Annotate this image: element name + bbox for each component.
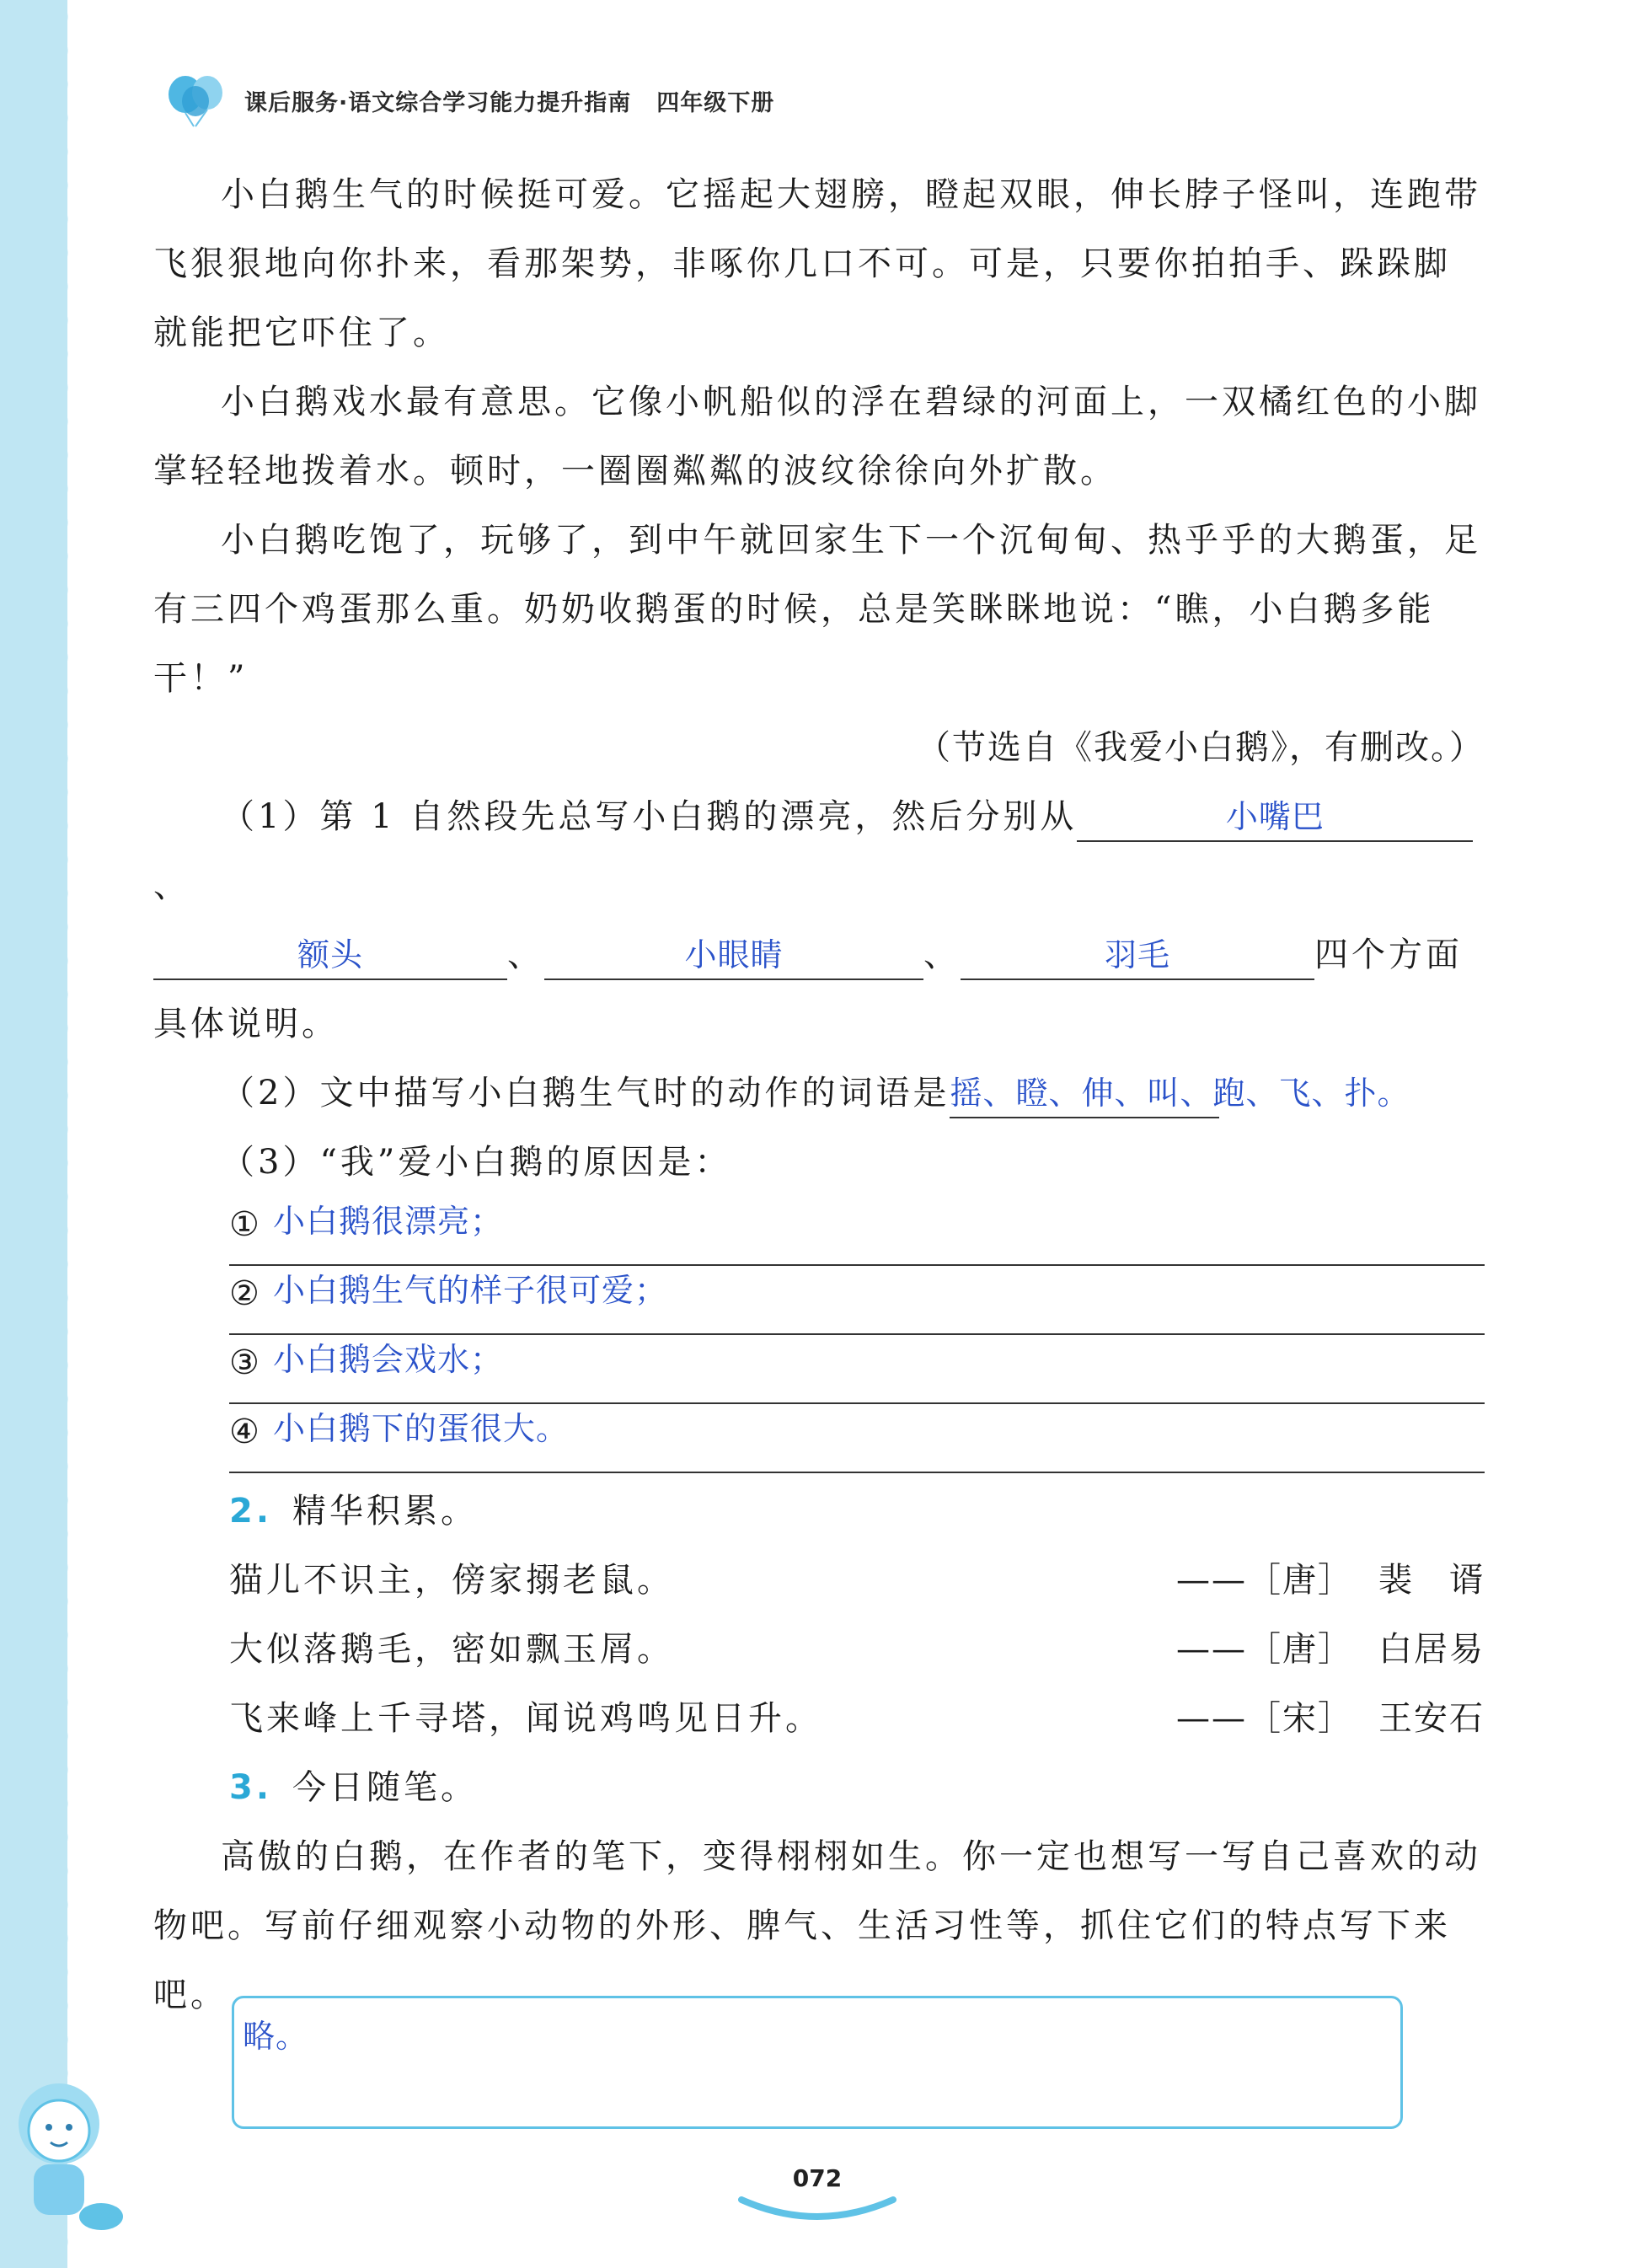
reason-line[interactable]: ④ 小白鹅下的蛋很大。 — [229, 1404, 1485, 1473]
wave-decoration-icon — [733, 2191, 902, 2225]
page-header — [160, 67, 1592, 135]
essay-answer-box[interactable] — [232, 1996, 1403, 2129]
passage-paragraph: 小白鹅吃饱了，玩够了，到中午就回家生下一个沉甸甸、热乎乎的大鹅蛋，足有三四个鸡蛋那么重。奶奶收鹅蛋的时候，总是笑眯眯地说：“瞧，小白鹅多能干！” — [153, 521, 1481, 698]
section-3-prompt: 高傲的白鹅，在作者的笔下，变得栩栩如生。你一定也想写一写自己喜欢的动物吧。写前仔细观察小动物的外形、脾气、生活习性等，抓住它们的特点写下来吧。 — [153, 1837, 1481, 2014]
page-number: 072 — [792, 2164, 843, 2192]
answer-blank[interactable]: 小眼睛 — [544, 931, 923, 980]
question-1: （1）第 1 自然段先总写小白鹅的漂亮，然后分别从 小嘴巴、 — [153, 782, 1485, 920]
header-title: 课后服务·语文综合学习能力提升指南 四年级下册 — [244, 90, 775, 116]
question-3: （3）“我”爱小白鹅的原因是： — [221, 1143, 732, 1182]
question-2: （2）文中描写小白鹅生气时的动作的词语是摇、瞪、伸、叫、跑、飞、扑。 — [153, 1059, 1485, 1128]
poem-line: 猫儿不识主，傍家搦老鼠。 ——［唐］ 裴 谞 — [229, 1561, 1485, 1600]
question-1-continued: 额头 、 小眼睛 、 羽毛 四个方面具体说明。 — [153, 920, 1485, 1059]
section-3-heading: 3. 今日随笔。 — [229, 1768, 479, 1807]
passage-source: （节选自《我爱小白鹅》，有删改。） — [917, 728, 1485, 767]
answer-blank[interactable]: 额头 — [153, 931, 507, 980]
decorative-side-strip — [0, 0, 67, 2268]
reason-line[interactable]: ① 小白鹅很漂亮； — [229, 1197, 1485, 1266]
poem-line: 飞来峰上千寻塔，闻说鸡鸣见日升。 ——［宋］ 王安石 — [229, 1699, 1485, 1738]
reason-line[interactable]: ③ 小白鹅会戏水； — [229, 1335, 1485, 1404]
answer-blank[interactable]: 摇、瞪、伸、叫、跑、飞、扑。 — [950, 1070, 1219, 1118]
passage-paragraph: 小白鹅生气的时候挺可爱。它摇起大翅膀，瞪起双眼，伸长脖子怪叫，连跑带飞狠狠地向你扑来，看那架势，非啄你几口不可。可是，只要你拍拍手、跺跺脚就能把它吓住了。 — [153, 175, 1481, 352]
passage-paragraph: 小白鹅戏水最有意思。它像小帆船似的浮在碧绿的河面上，一双橘红色的小脚掌轻轻地拨着水。顿时，一圈圈粼粼的波纹徐徐向外扩散。 — [153, 383, 1481, 491]
worksheet-content — [153, 160, 1485, 2029]
section-2-heading: 2. 精华积累。 — [229, 1492, 479, 1531]
answer-blank[interactable]: 羽毛 — [961, 931, 1314, 980]
poem-line: 大似落鹅毛，密如飘玉屑。 ——［唐］ 白居易 — [229, 1630, 1485, 1669]
balloons-icon — [160, 67, 236, 135]
answer-blank[interactable]: 小嘴巴 — [1077, 793, 1473, 842]
cartoon-child-icon — [0, 2065, 135, 2250]
reason-line[interactable]: ② 小白鹅生气的样子很可爱； — [229, 1266, 1485, 1335]
grade-label: 四年级下册 — [656, 90, 775, 116]
essay-answer: 略。 — [243, 2018, 309, 2055]
